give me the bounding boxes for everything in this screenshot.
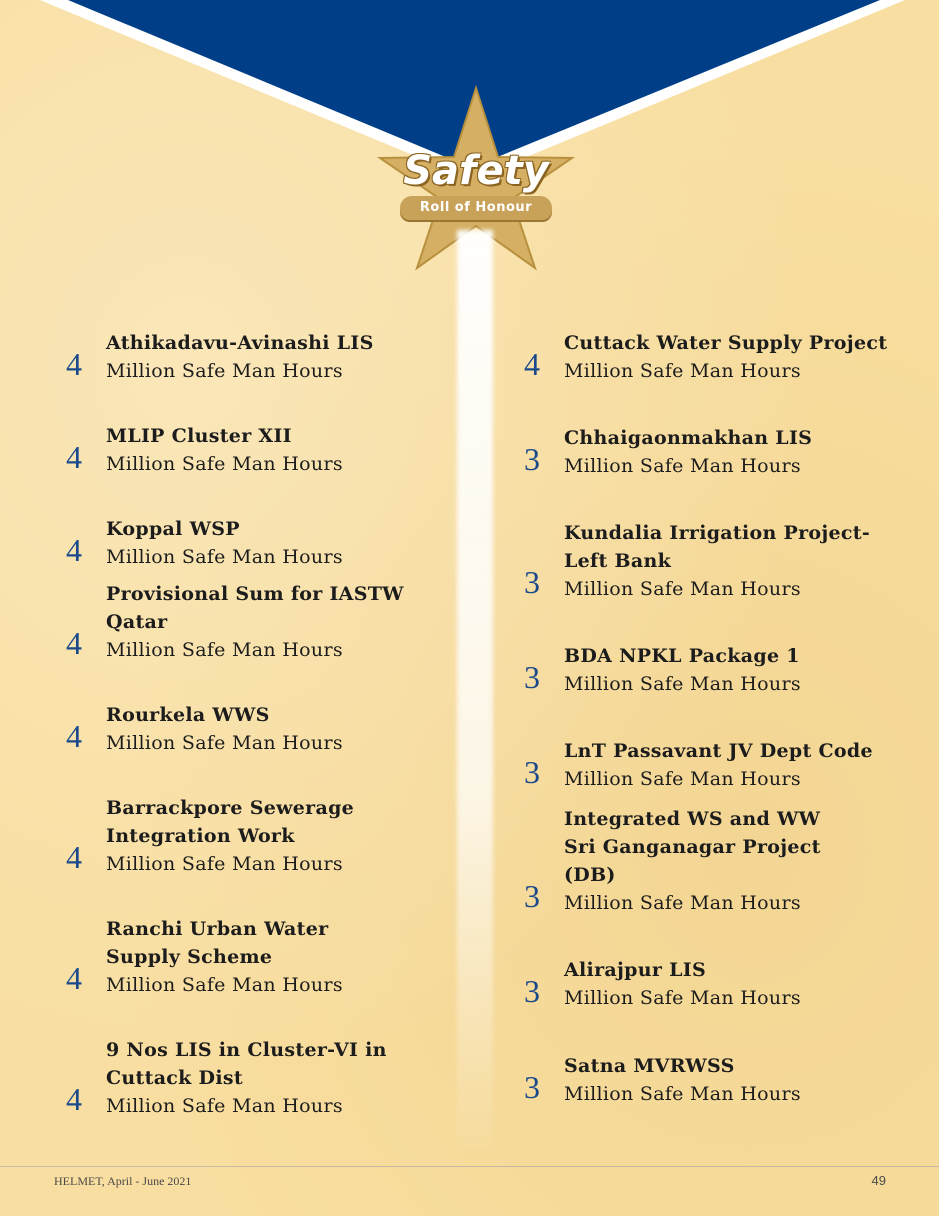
hours-label: Million Safe Man Hours (564, 455, 801, 477)
hours-number: 3 (524, 441, 540, 477)
project-name: Satna MVRWSS (564, 1055, 735, 1077)
hours-number: 3 (524, 659, 540, 695)
hours-label: Million Safe Man Hours (106, 360, 343, 382)
hours-number: 4 (66, 346, 82, 382)
hours-number: 4 (66, 532, 82, 568)
hours-label: Million Safe Man Hours (564, 1083, 801, 1105)
project-name: LnT Passavant JV Dept Code (564, 740, 873, 762)
project-name: MLIP Cluster XII (106, 425, 292, 447)
project-name: Barrackpore Sewerage Integration Work (106, 797, 355, 847)
hours-label: Million Safe Man Hours (106, 732, 343, 754)
hours-number: 4 (66, 1081, 82, 1117)
hours-label: Million Safe Man Hours (106, 853, 343, 875)
logo-subtitle: Roll of Honour (419, 200, 533, 215)
hours-label: Million Safe Man Hours (564, 768, 801, 790)
project-name: Athikadavu-Avinashi LIS (106, 332, 374, 354)
project-name: Provisional Sum for IASTW Qatar (106, 583, 404, 633)
footer-publication: HELMET, April - June 2021 (54, 1174, 192, 1188)
footer-divider (0, 1166, 939, 1167)
hours-number: 3 (524, 754, 540, 790)
project-name: Rourkela WWS (106, 704, 270, 726)
hours-number: 4 (66, 718, 82, 754)
hours-label: Million Safe Man Hours (564, 578, 801, 600)
project-name: Ranchi Urban Water Supply Scheme (106, 918, 329, 968)
hours-number: 3 (524, 973, 540, 1009)
hours-number: 4 (66, 960, 82, 996)
hours-label: Million Safe Man Hours (106, 974, 343, 996)
project-name: Chhaigaonmakhan LIS (564, 427, 813, 449)
hours-number: 3 (524, 878, 540, 914)
hours-label: Million Safe Man Hours (564, 892, 801, 914)
project-name: 9 Nos LIS in Cluster-VI in Cuttack Dist (106, 1039, 387, 1089)
hours-label: Million Safe Man Hours (564, 360, 801, 382)
hours-label: Million Safe Man Hours (564, 673, 801, 695)
hours-number: 3 (524, 564, 540, 600)
light-beam (457, 230, 493, 1160)
hours-number: 4 (66, 839, 82, 875)
hours-label: Million Safe Man Hours (564, 987, 801, 1009)
hours-label: Million Safe Man Hours (106, 453, 343, 475)
page-number: 49 (871, 1173, 886, 1188)
project-name: Cuttack Water Supply Project (564, 332, 888, 354)
project-name: Alirajpur LIS (564, 959, 706, 981)
hours-number: 3 (524, 1069, 540, 1105)
hours-number: 4 (66, 625, 82, 661)
hours-label: Million Safe Man Hours (106, 1095, 343, 1117)
project-name: Integrated WS and WW Sri Ganganagar Project (DB) (564, 808, 821, 886)
hours-label: Million Safe Man Hours (106, 639, 343, 661)
hours-number: 4 (524, 346, 540, 382)
project-name: Koppal WSP (106, 518, 240, 540)
hours-number: 4 (66, 439, 82, 475)
logo-title: Safety (403, 148, 549, 194)
hours-label: Million Safe Man Hours (106, 546, 343, 568)
project-name: Kundalia Irrigation Project-Left Bank (564, 522, 871, 572)
project-name: BDA NPKL Package 1 (564, 645, 800, 667)
